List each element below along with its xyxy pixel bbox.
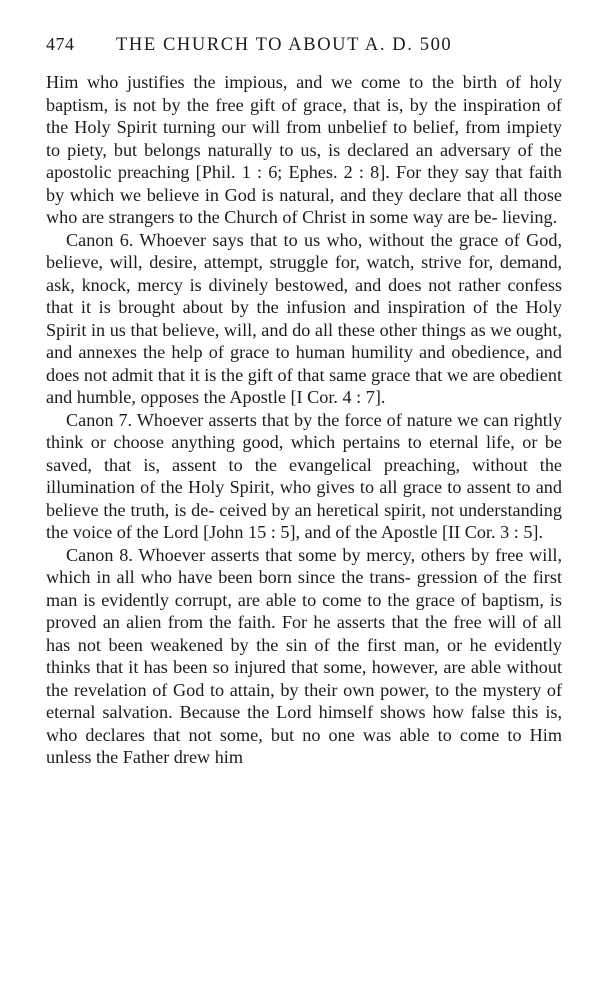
page-number: 474 [46, 34, 75, 54]
running-head-title: THE CHURCH TO ABOUT A. D. 500 [116, 35, 453, 55]
book-page [46, 34, 562, 769]
paragraph-canon-6: Canon 6. Whoever says that to us who, without the grace of God, believe, will, desire, attempt, struggle for, watch, strive for, demand, ask, knock, mercy is divinely bestowed, and does not rather confess that it is brought about by the infusion and inspiration of the Holy Spirit in us that believe, will, and do all these other things as we ought, and annexes the help of grace to human humility and obedience, and does not admit that it is the gift of that same grace that we are obedient and humble, opposes the Apostle [I Cor. 4 : 7]. [46, 229, 562, 407]
paragraph-continuation: Him who justifies the impious, and we come to the birth of holy baptism, is not by the free gift of grace, that is, by the inspiration of the Holy Spirit turning our will from unbelief to belief, from impiety to piety, but belongs naturally to us, is declared an adversary of the apostolic preaching [Phil. 1 : 6; Ephes. 2 : 8]. For they say that faith by which we believe in God is natural, and they declare that all those who are strangers to the Church of Christ in some way are be- lieving. [46, 72, 562, 227]
paragraph-canon-8: Canon 8. Whoever asserts that some by mercy, others by free will, which in all who have been born since the trans- gression of the first man is evidently corrupt, are able to come to the grace of baptism, is proved an alien from the faith. For he asserts that the free will of all has not been weakened by the sin of the first man, or he evidently thinks that it has been so injured that some, however, are able without the revelation of God to attain, by their own power, to the mystery of eternal salvation. Because the Lord himself shows how false this is, who declares that not some, but no one was able to come to Him unless the Father drew him [46, 544, 562, 767]
paragraph-canon-7: Canon 7. Whoever asserts that by the force of nature we can rightly think or choose anything good, which pertains to eternal life, or be saved, that is, assent to the evangelical preaching, without the illumination of the Holy Spirit, who gives to all grace to assent to and believe the truth, is de- ceived by an heretical spirit, not understanding the voice of the Lord [John 15 : 5], and of the Apostle [II Cor. 3 : 5]. [46, 409, 562, 542]
running-head [46, 34, 562, 64]
body-text [46, 71, 562, 769]
